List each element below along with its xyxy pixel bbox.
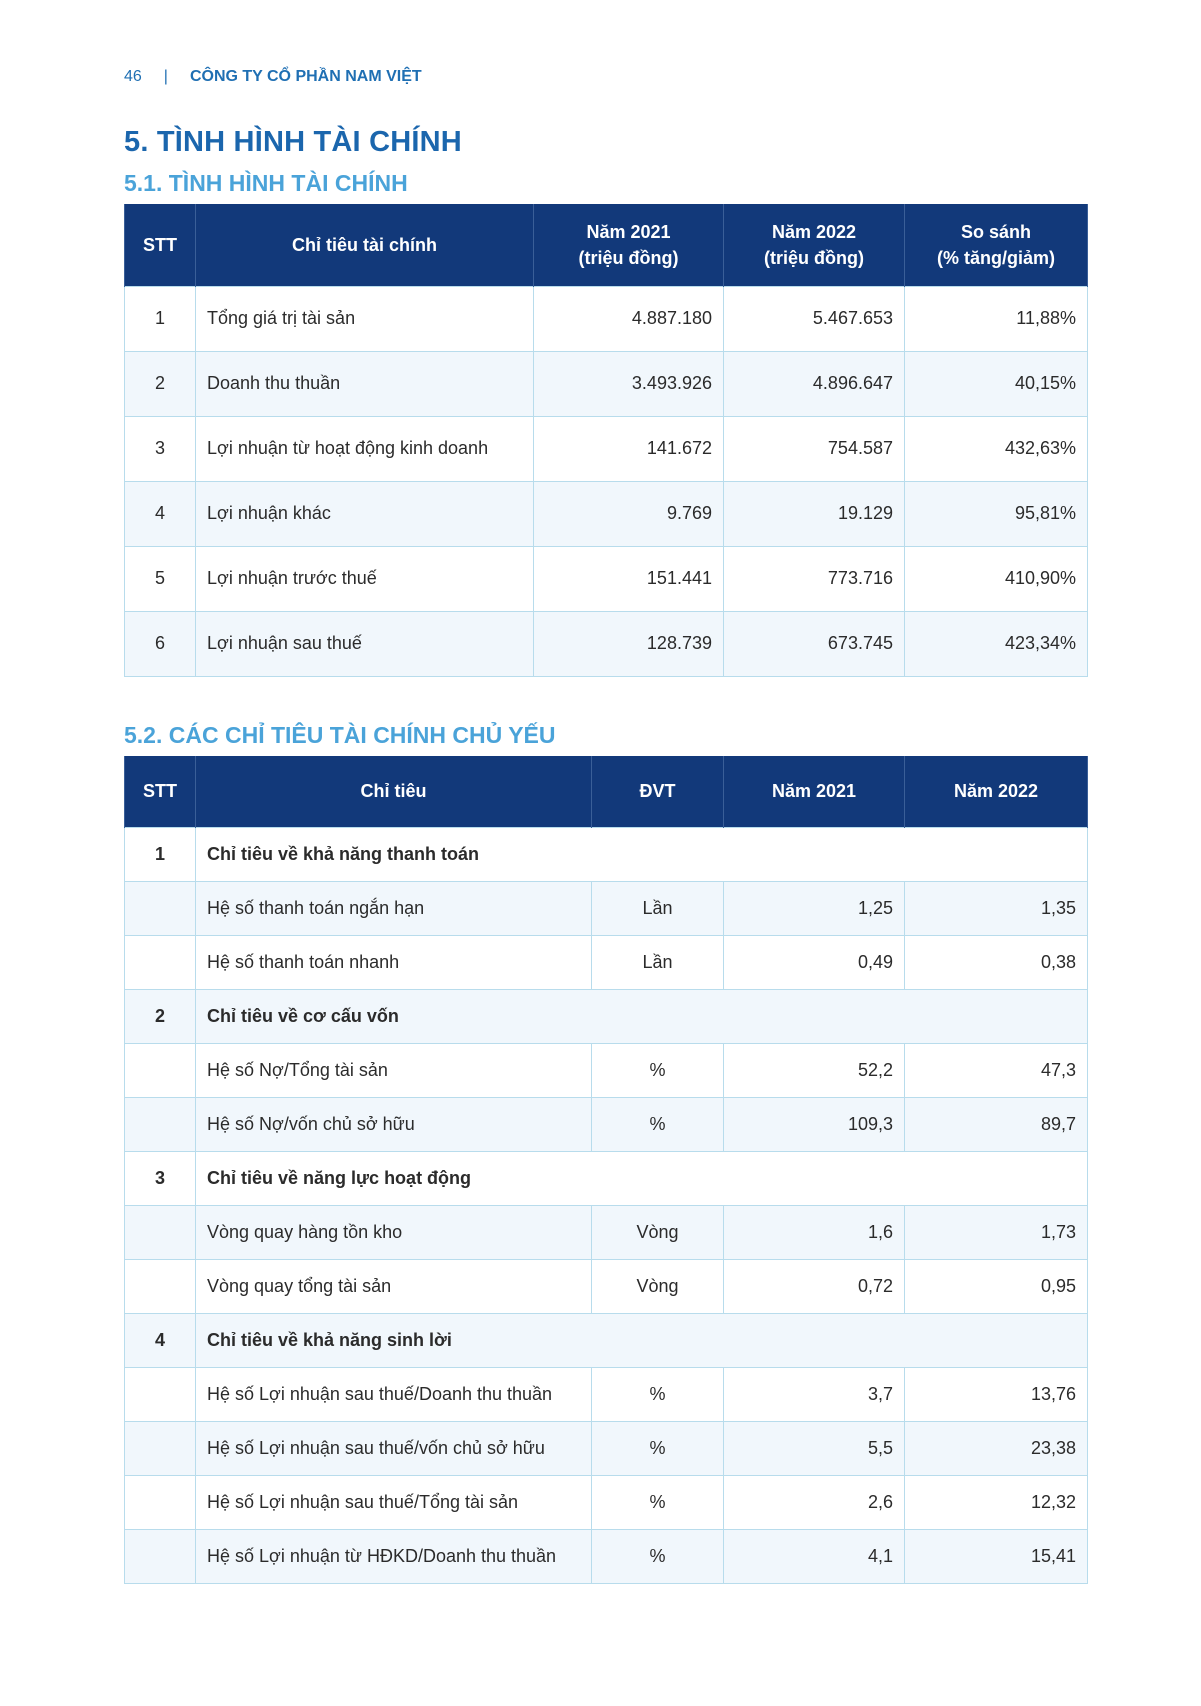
row-value-2022: 0,95 — [905, 1259, 1088, 1313]
table1-title: 5.1. TÌNH HÌNH TÀI CHÍNH — [124, 170, 408, 196]
table1-header-row — [125, 204, 1088, 286]
col-header-2022-year: Năm 2022 — [771, 221, 857, 242]
row-stt: 3 — [125, 416, 196, 481]
row-unit: % — [592, 1097, 724, 1151]
row-stt-empty — [125, 1367, 196, 1421]
header-separator: | — [163, 68, 168, 85]
row-value-2021: 3,7 — [724, 1367, 905, 1421]
row-stt-empty — [125, 1475, 196, 1529]
row-value-2021: 151.441 — [534, 546, 724, 611]
row-change: 40,15% — [905, 351, 1088, 416]
row-indicator: Hệ số Lợi nhuận sau thuế/Tổng tài sản — [196, 1475, 592, 1529]
row-indicator: Hệ số Lợi nhuận sau thuế/Doanh thu thuần — [196, 1367, 592, 1421]
row-value-2022: 89,7 — [905, 1097, 1088, 1151]
row-indicator: Hệ số thanh toán ngắn hạn — [196, 881, 592, 935]
row-stt: 5 — [125, 546, 196, 611]
row-change: 423,34% — [905, 611, 1088, 676]
row-unit: Lần — [592, 881, 724, 935]
col-header-2021: Năm 2021 — [724, 756, 905, 827]
table-row — [125, 1421, 1088, 1475]
table-row — [125, 1529, 1088, 1583]
col-header-compare — [905, 204, 1088, 286]
row-unit: Lần — [592, 935, 724, 989]
col-header-2022: Năm 2022 — [905, 756, 1088, 827]
row-value-2021: 5,5 — [724, 1421, 905, 1475]
row-unit: % — [592, 1367, 724, 1421]
row-change: 95,81% — [905, 481, 1088, 546]
row-value-2022: 47,3 — [905, 1043, 1088, 1097]
row-value-2022: 773.716 — [724, 546, 905, 611]
table-row — [125, 881, 1088, 935]
row-value-2021: 4,1 — [724, 1529, 905, 1583]
row-unit: % — [592, 1043, 724, 1097]
company-name: CÔNG TY CỔ PHẦN NAM VIỆT — [189, 68, 422, 85]
row-unit: Vòng — [592, 1259, 724, 1313]
row-indicator: Tổng giá trị tài sản — [196, 286, 534, 351]
group-stt: 3 — [125, 1151, 196, 1205]
row-value-2022: 5.467.653 — [724, 286, 905, 351]
row-indicator: Hệ số Nợ/vốn chủ sở hữu — [196, 1097, 592, 1151]
row-value-2022: 23,38 — [905, 1421, 1088, 1475]
row-value-2021: 2,6 — [724, 1475, 905, 1529]
row-unit: % — [592, 1529, 724, 1583]
row-change: 410,90% — [905, 546, 1088, 611]
row-value-2022: 13,76 — [905, 1367, 1088, 1421]
row-change: 432,63% — [905, 416, 1088, 481]
group-stt: 2 — [125, 989, 196, 1043]
row-unit: % — [592, 1475, 724, 1529]
row-value-2022: 4.896.647 — [724, 351, 905, 416]
row-value-2022: 0,38 — [905, 935, 1088, 989]
row-value-2021: 0,49 — [724, 935, 905, 989]
row-value-2021: 52,2 — [724, 1043, 905, 1097]
row-indicator: Hệ số Lợi nhuận từ HĐKD/Doanh thu thuần — [196, 1529, 592, 1583]
group-title: Chỉ tiêu về khả năng sinh lời — [196, 1313, 1088, 1367]
table-row — [125, 351, 1088, 416]
row-unit: Vòng — [592, 1205, 724, 1259]
row-stt: 1 — [125, 286, 196, 351]
page-number: 46 — [124, 68, 142, 85]
row-stt-empty — [125, 1097, 196, 1151]
row-indicator: Hệ số Lợi nhuận sau thuế/vốn chủ sở hữu — [196, 1421, 592, 1475]
group-row — [125, 1313, 1088, 1367]
group-title: Chỉ tiêu về khả năng thanh toán — [196, 827, 1088, 881]
row-value-2021: 9.769 — [534, 481, 724, 546]
row-value-2021: 0,72 — [724, 1259, 905, 1313]
financial-situation-table — [124, 204, 1088, 677]
col-header-indicator: Chỉ tiêu tài chính — [196, 204, 534, 286]
group-stt: 1 — [125, 827, 196, 881]
row-indicator: Lợi nhuận sau thuế — [196, 611, 534, 676]
row-stt-empty — [125, 881, 196, 935]
row-value-2021: 3.493.926 — [534, 351, 724, 416]
group-title: Chỉ tiêu về cơ cấu vốn — [196, 989, 1088, 1043]
row-indicator: Lợi nhuận trước thuế — [196, 546, 534, 611]
row-indicator: Vòng quay tổng tài sản — [196, 1259, 592, 1313]
row-value-2021: 1,25 — [724, 881, 905, 935]
col-header-2022 — [724, 204, 905, 286]
page-header — [124, 68, 422, 86]
table-row — [125, 1097, 1088, 1151]
table-row — [125, 481, 1088, 546]
row-stt-empty — [125, 1421, 196, 1475]
group-row — [125, 827, 1088, 881]
row-stt: 4 — [125, 481, 196, 546]
row-value-2022: 673.745 — [724, 611, 905, 676]
row-value-2021: 141.672 — [534, 416, 724, 481]
section-title: 5. TÌNH HÌNH TÀI CHÍNH — [124, 126, 462, 158]
col-header-stt: STT — [125, 756, 196, 827]
row-value-2022: 19.129 — [724, 481, 905, 546]
table-row — [125, 286, 1088, 351]
row-stt-empty — [125, 1205, 196, 1259]
row-value-2021: 128.739 — [534, 611, 724, 676]
group-title: Chỉ tiêu về năng lực hoạt động — [196, 1151, 1088, 1205]
row-value-2021: 109,3 — [724, 1097, 905, 1151]
row-stt: 6 — [125, 611, 196, 676]
row-value-2021: 4.887.180 — [534, 286, 724, 351]
table-row — [125, 1367, 1088, 1421]
table-row — [125, 935, 1088, 989]
table-row — [125, 1043, 1088, 1097]
row-value-2022: 15,41 — [905, 1529, 1088, 1583]
row-value-2022: 12,32 — [905, 1475, 1088, 1529]
key-indicators-table — [124, 756, 1088, 1584]
table-row — [125, 611, 1088, 676]
col-header-compare-label: So sánh — [960, 221, 1031, 242]
row-unit: % — [592, 1421, 724, 1475]
row-indicator: Lợi nhuận khác — [196, 481, 534, 546]
table-row — [125, 546, 1088, 611]
group-stt: 4 — [125, 1313, 196, 1367]
row-indicator: Vòng quay hàng tồn kho — [196, 1205, 592, 1259]
col-header-2021-year: Năm 2021 — [586, 221, 671, 242]
row-indicator: Hệ số Nợ/Tổng tài sản — [196, 1043, 592, 1097]
row-indicator: Doanh thu thuần — [196, 351, 534, 416]
table-row — [125, 1259, 1088, 1313]
row-stt: 2 — [125, 351, 196, 416]
table-row — [125, 1475, 1088, 1529]
group-row — [125, 1151, 1088, 1205]
table2-title: 5.2. CÁC CHỈ TIÊU TÀI CHÍNH CHỦ YẾU — [124, 722, 556, 748]
table2-header-row — [125, 756, 1088, 827]
row-value-2022: 1,73 — [905, 1205, 1088, 1259]
row-indicator: Hệ số thanh toán nhanh — [196, 935, 592, 989]
row-value-2022: 1,35 — [905, 881, 1088, 935]
col-header-2022-unit: (triệu đồng) — [764, 247, 864, 268]
row-stt-empty — [125, 1043, 196, 1097]
col-header-2021 — [534, 204, 724, 286]
col-header-2021-unit: (triệu đồng) — [578, 247, 679, 268]
group-row — [125, 989, 1088, 1043]
row-value-2022: 754.587 — [724, 416, 905, 481]
row-value-2021: 1,6 — [724, 1205, 905, 1259]
col-header-stt: STT — [125, 204, 196, 286]
row-stt-empty — [125, 935, 196, 989]
table-row — [125, 1205, 1088, 1259]
row-stt-empty — [125, 1529, 196, 1583]
col-header-indicator: Chỉ tiêu — [196, 756, 592, 827]
row-change: 11,88% — [905, 286, 1088, 351]
col-header-unit: ĐVT — [592, 756, 724, 827]
table-row — [125, 416, 1088, 481]
col-header-compare-unit: (% tăng/giảm) — [936, 247, 1055, 268]
row-indicator: Lợi nhuận từ hoạt động kinh doanh — [196, 416, 534, 481]
row-stt-empty — [125, 1259, 196, 1313]
